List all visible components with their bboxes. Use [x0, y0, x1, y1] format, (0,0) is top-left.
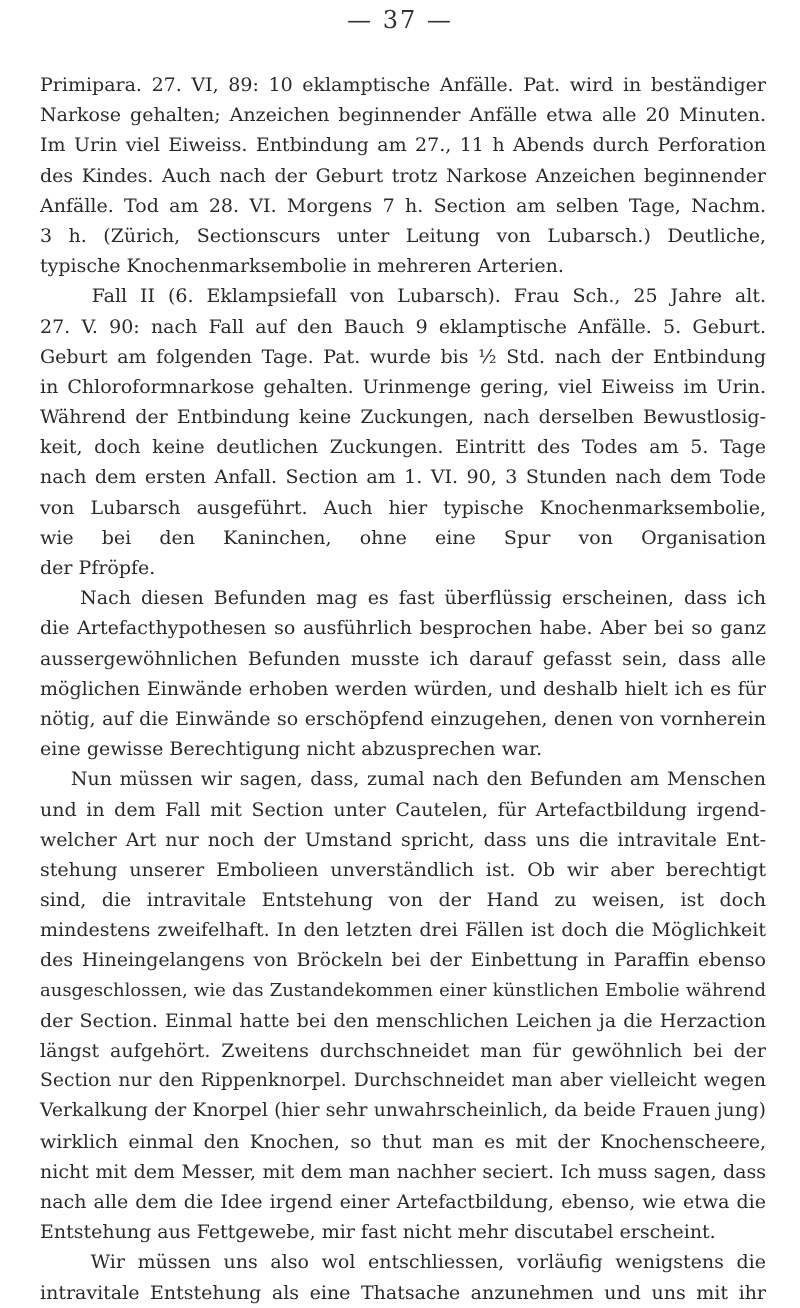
body-text: [40, 70, 766, 1308]
text-line: eine gewisse Berechtigung nicht abzusprechen war.: [40, 738, 543, 761]
text-line: nach dem ersten Anfall. Section am 1. VI. 90, 3 Stunden nach dem Tode: [40, 466, 766, 489]
text-line: der Section. Einmal hatte bei den menschlichen Leichen ja die Herzaction: [40, 1009, 766, 1032]
text-line: typische Knochenmarksembolie in mehreren Arterien.: [40, 255, 564, 278]
text-line: möglichen Einwände erhoben werden würden, und deshalb hielt ich es für: [40, 677, 766, 700]
text-line: 27. V. 90: nach Fall auf den Bauch 9 eklamptische Anfälle. 5. Geburt.: [40, 315, 766, 338]
text-line: Entstehung aus Fettgewebe, mir fast nicht mehr discutabel erscheint.: [40, 1221, 716, 1244]
text-line: Anfälle. Tod am 28. VI. Morgens 7 h. Section am selben Tage, Nachm.: [40, 194, 766, 217]
text-line: nach alle dem die Idee irgend einer Artefactbildung, ebenso, wie etwa die: [40, 1190, 766, 1213]
text-line: Narkose gehalten; Anzeichen beginnender Anfälle etwa alle 20 Minuten.: [40, 104, 766, 127]
text-line: Verkalkung der Knorpel (hier sehr unwahrscheinlich, da beide Frauen jung): [40, 1100, 766, 1122]
text-line: welcher Art nur noch der Umstand spricht, dass uns die intravitale Ent-: [40, 828, 766, 851]
text-line: Fall II (6. Eklampsiefall von Lubarsch). Frau Sch., 25 Jahre alt.: [40, 285, 766, 308]
text-line: und in dem Fall mit Section unter Cautelen, für Artefactbildung irgend-: [40, 798, 766, 821]
text-line: die Artefacthypothesen so ausführlich besprochen habe. Aber bei so ganz: [40, 617, 766, 640]
text-line: Section nur den Rippenknorpel. Durchschneidet man aber vielleicht wegen: [40, 1070, 766, 1092]
text-line: in Chloroformnarkose gehalten. Urinmenge gering, viel Eiweiss im Urin.: [40, 375, 766, 398]
text-line: intravitale Entstehung als eine Thatsache anzunehmen und uns mit ihr: [40, 1281, 766, 1304]
text-line: Geburt am folgenden Tage. Pat. wurde bis ½ Std. nach der Entbindung: [40, 345, 766, 368]
text-line: wie bei den Kaninchen, ohne eine Spur von Organisation: [40, 526, 766, 549]
text-line: nicht mit dem Messer, mit dem man nachher seciert. Ich muss sagen, dass: [40, 1160, 766, 1183]
text-line: des Kindes. Auch nach der Geburt trotz Narkose Anzeichen beginnender: [40, 164, 766, 187]
text-line: mindestens zweifelhaft. In den letzten drei Fällen ist doch die Möglichkeit: [40, 919, 766, 942]
text-line: Wir müssen uns also wol entschliessen, vorläufig wenigstens die: [40, 1251, 766, 1274]
text-line: Nun müssen wir sagen, dass, zumal nach den Befunden am Menschen: [40, 768, 766, 791]
text-line: wirklich einmal den Knochen, so thut man es mit der Knochenscheere,: [40, 1130, 766, 1153]
text-line: sind, die intravitale Entstehung von der Hand zu weisen, ist doch: [40, 889, 766, 912]
text-line: des Hineingelangens von Bröckeln bei der Einbettung in Paraffin ebenso: [40, 949, 766, 972]
text-line: Nach diesen Befunden mag es fast überflüssig erscheinen, dass ich: [40, 587, 766, 610]
text-line: ausgeschlossen, wie das Zustandekommen einer künstlichen Embolie während: [40, 979, 766, 1001]
text-line: Primipara. 27. VI, 89: 10 eklamptische Anfälle. Pat. wird in beständiger: [40, 74, 766, 96]
text-line: nötig, auf die Einwände so erschöpfend einzugehen, denen von vornherein: [40, 707, 766, 730]
text-line: aussergewöhnlichen Befunden musste ich darauf gefasst sein, dass alle: [40, 647, 766, 670]
text-line: stehung unserer Embolieen unverständlich ist. Ob wir aber berechtigt: [40, 858, 766, 881]
text-line: der Pfröpfe.: [40, 557, 156, 579]
text-line: keit, doch keine deutlichen Zuckungen. Eintritt des Todes am 5. Tage: [40, 436, 766, 459]
text-line: Im Urin viel Eiweiss. Entbindung am 27., 11 h Abends durch Perforation: [40, 134, 766, 157]
text-line: längst aufgehört. Zweitens durchschneidet man für gewöhnlich bei der: [40, 1040, 766, 1062]
text-line: von Lubarsch ausgeführt. Auch hier typische Knochenmarksembolie,: [40, 496, 766, 519]
page-number: — 37 —: [347, 6, 453, 34]
text-line: Während der Entbindung keine Zuckungen, nach derselben Bewustlosig-: [40, 406, 766, 429]
text-line: 3 h. (Zürich, Sectionscurs unter Leitung von Lubarsch.) Deutliche,: [40, 224, 766, 247]
